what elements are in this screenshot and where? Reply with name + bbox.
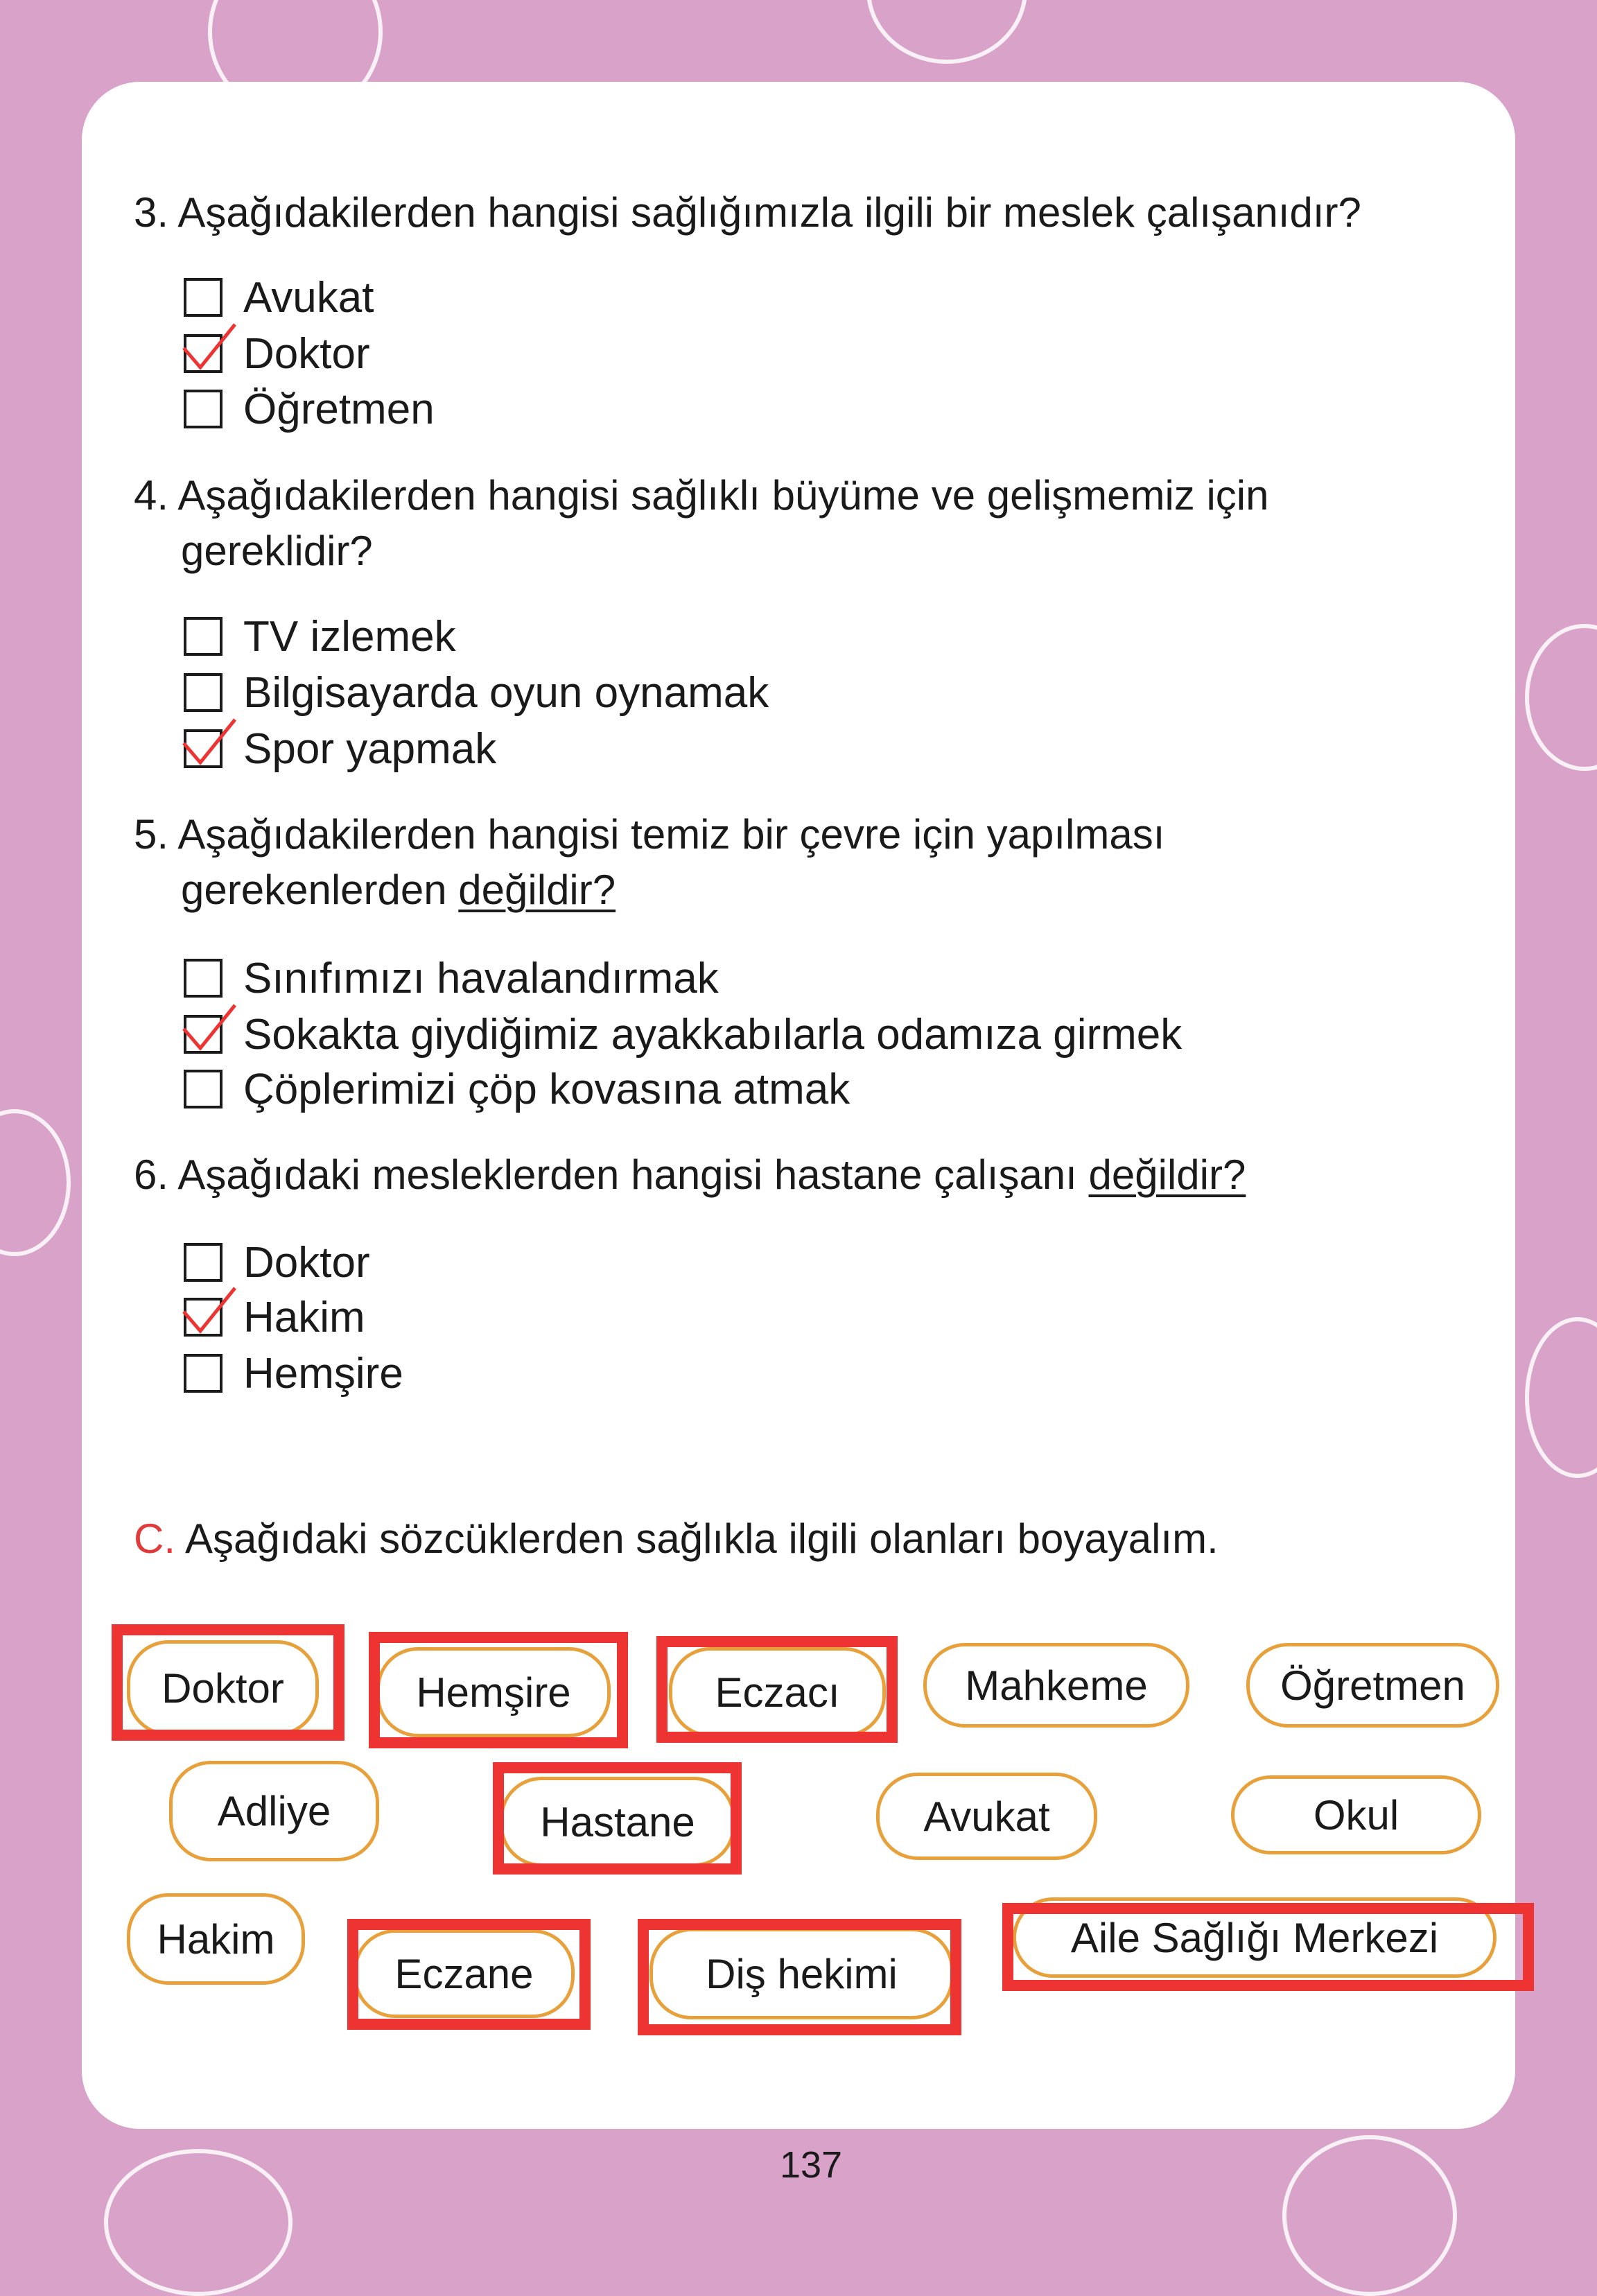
checkbox[interactable] <box>184 1070 222 1108</box>
question-4 <box>134 468 1269 579</box>
checked-checkbox[interactable] <box>184 1298 222 1337</box>
option-label: Hakim <box>243 1293 365 1341</box>
selection-mark <box>347 1919 591 2030</box>
checked-checkbox[interactable] <box>184 1015 222 1054</box>
book-doodle <box>104 2149 293 2296</box>
word-bubble[interactable]: Hemşire <box>376 1647 611 1737</box>
question-3 <box>134 185 1361 241</box>
word-bubble[interactable]: Hastane <box>500 1777 735 1867</box>
checkbox[interactable] <box>184 1354 222 1393</box>
option-label: Çöplerimizi çöp kovasına atmak <box>243 1065 850 1113</box>
option-label: Bilgisayarda oyun oynamak <box>243 668 769 717</box>
doodle <box>1525 1317 1597 1478</box>
section-letter: C. <box>134 1515 175 1562</box>
question-text: Aşağıdaki mesleklerden hangisi hastane çalışanı <box>177 1151 1089 1198</box>
section-c-heading <box>134 1515 1219 1563</box>
selection-mark <box>369 1632 628 1748</box>
checkbox[interactable] <box>184 617 222 656</box>
answer-option[interactable] <box>184 1010 1183 1059</box>
checkbox[interactable] <box>184 959 222 998</box>
checkmark-icon <box>182 322 238 373</box>
answer-option[interactable] <box>184 724 497 773</box>
word-bubble[interactable]: Mahkeme <box>923 1643 1189 1728</box>
flask-doodle <box>1525 624 1597 771</box>
underlined-text: değildir? <box>458 867 616 913</box>
books-doodle <box>1282 2135 1457 2296</box>
option-label: Doktor <box>243 329 370 378</box>
checked-checkbox[interactable] <box>184 334 222 373</box>
answer-option[interactable] <box>184 612 456 661</box>
word-bubble[interactable]: Öğretmen <box>1246 1643 1499 1728</box>
selection-mark <box>1002 1903 1534 1991</box>
answer-option[interactable] <box>184 668 769 717</box>
checkbox[interactable] <box>184 673 222 712</box>
option-label: Avukat <box>243 273 374 322</box>
selection-mark <box>656 1636 898 1743</box>
word-bubble[interactable]: Aile Sağlığı Merkezi <box>1013 1897 1496 1978</box>
question-6 <box>134 1147 1246 1203</box>
doodle <box>0 1109 71 1256</box>
word-bubble[interactable]: Okul <box>1231 1775 1481 1854</box>
checked-checkbox[interactable] <box>184 729 222 768</box>
option-label: TV izlemek <box>243 612 456 661</box>
answer-option[interactable] <box>184 1349 403 1398</box>
question-text-cont: gerekenlerden <box>181 867 459 913</box>
page-number: 137 <box>779 2144 843 2186</box>
answer-option[interactable] <box>184 1065 850 1113</box>
doodle <box>866 0 1027 64</box>
answer-option[interactable] <box>184 1238 370 1287</box>
answer-option[interactable] <box>184 385 435 433</box>
option-label: Hemşire <box>243 1349 403 1398</box>
option-label: Sokakta giydiğimiz ayakkabılarla odamıza girmek <box>243 1010 1183 1059</box>
checkmark-icon <box>182 717 238 768</box>
checkbox[interactable] <box>184 278 222 317</box>
word-bubble[interactable]: Eczacı <box>669 1647 886 1737</box>
question-number: 3. <box>134 189 169 236</box>
option-label: Öğretmen <box>243 385 435 433</box>
answer-option[interactable] <box>184 273 374 322</box>
answer-option[interactable] <box>184 954 719 1002</box>
word-bubble[interactable]: Avukat <box>876 1773 1097 1860</box>
checkbox[interactable] <box>184 1243 222 1282</box>
word-bubble[interactable]: Doktor <box>127 1640 319 1736</box>
checkmark-icon <box>182 1002 238 1054</box>
word-bubble[interactable]: Adliye <box>169 1761 379 1861</box>
checkbox[interactable] <box>184 390 222 428</box>
question-5 <box>134 807 1164 918</box>
question-text: Aşağıdakilerden hangisi sağlıklı büyüme ve gelişmemiz için <box>177 472 1269 519</box>
selection-mark <box>638 1919 961 2035</box>
answer-option[interactable] <box>184 329 370 378</box>
answer-option[interactable] <box>184 1293 365 1341</box>
word-bubble[interactable]: Hakim <box>127 1893 305 1985</box>
section-text: Aşağıdaki sözcüklerden sağlıkla ilgili olanları boyayalım. <box>185 1515 1219 1562</box>
question-text: Aşağıdakilerden hangisi sağlığımızla ilgili bir meslek çalışanıdır? <box>177 189 1361 236</box>
selection-mark <box>112 1624 344 1741</box>
question-number: 4. <box>134 472 169 519</box>
underlined-text: değildir? <box>1088 1151 1246 1198</box>
selection-mark <box>493 1762 742 1875</box>
option-label: Spor yapmak <box>243 724 497 773</box>
question-text-cont: gereklidir? <box>181 528 373 574</box>
option-label: Doktor <box>243 1238 370 1287</box>
question-number: 5. <box>134 811 169 858</box>
option-label: Sınıfımızı havalandırmak <box>243 954 719 1002</box>
word-bubble[interactable]: Diş hekimi <box>649 1928 954 2019</box>
question-text: Aşağıdakilerden hangisi temiz bir çevre için yapılması <box>177 811 1165 858</box>
word-bubble[interactable]: Eczane <box>354 1929 575 2018</box>
checkmark-icon <box>182 1285 238 1337</box>
question-number: 6. <box>134 1151 169 1198</box>
